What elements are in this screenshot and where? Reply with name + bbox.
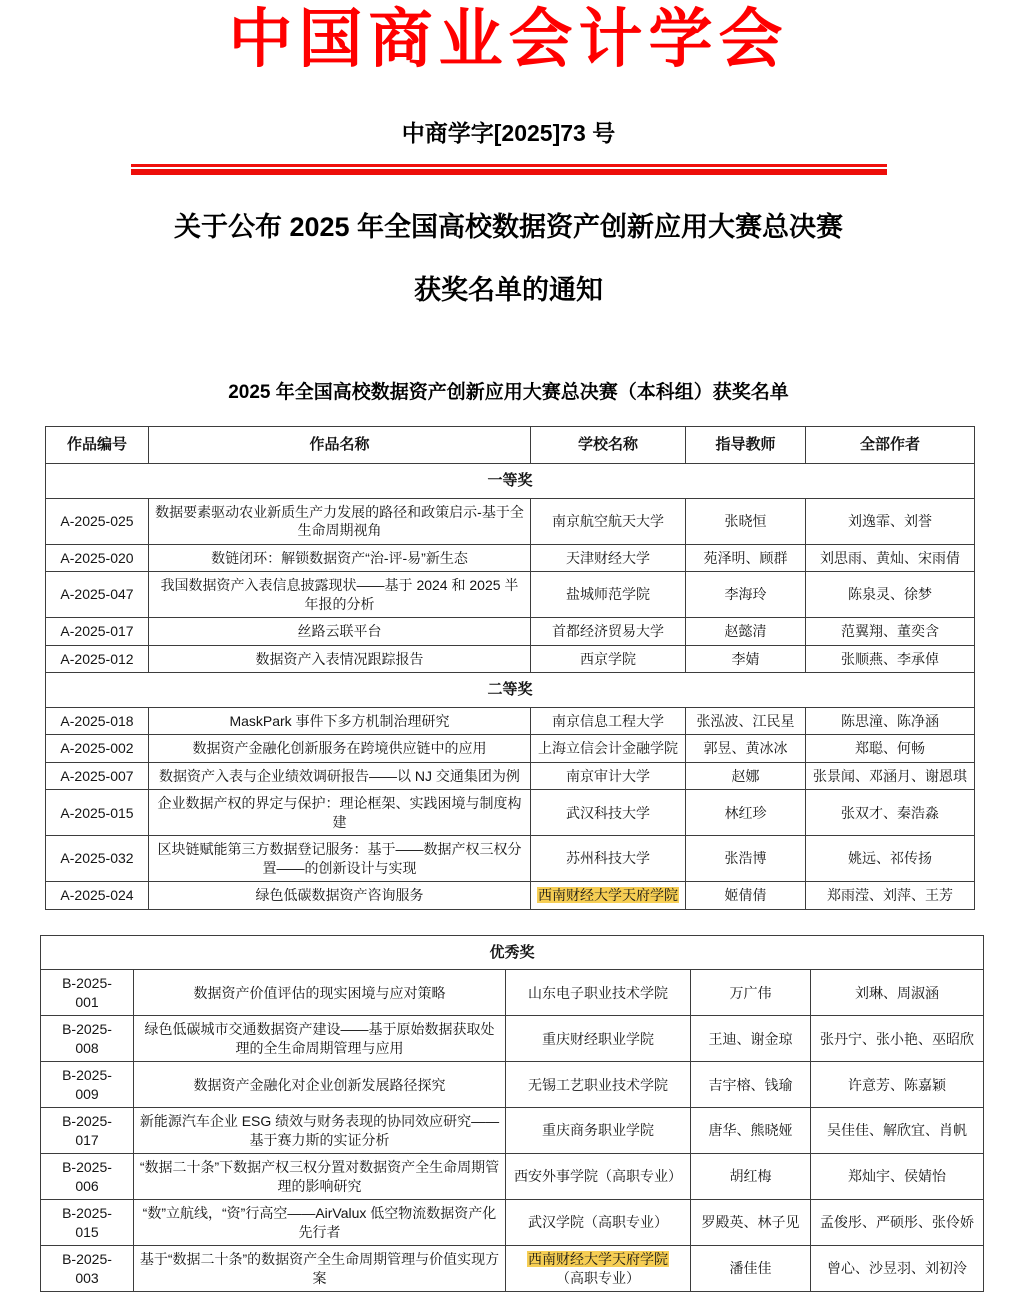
work-id-cell	[41, 1200, 134, 1246]
awards-table-excellence	[40, 935, 984, 1292]
section-label: 一等奖	[46, 463, 975, 498]
school-cell: 重庆商务职业学院	[506, 1108, 691, 1154]
work-id-line1: B-2025-	[62, 1021, 112, 1038]
teacher-cell: 林红珍	[686, 790, 806, 836]
notice-title-line2: 获奖名单的通知	[414, 275, 603, 306]
work-id-cell: A-2025-047	[46, 572, 149, 618]
work-title-cell: 绿色低碳数据资产咨询服务	[149, 882, 531, 909]
work-id-line2: 008	[75, 1039, 99, 1056]
school-cell: 西京学院	[531, 645, 686, 672]
work-id-line1: B-2025-	[62, 1205, 112, 1222]
authors-cell: 张双才、秦浩淼	[806, 790, 975, 836]
red-divider	[131, 164, 887, 175]
teacher-cell: 张浩博	[686, 836, 806, 882]
work-title-cell: 区块链赋能第三方数据登记服务：基于——数据产权三权分置——的创新设计与实现	[149, 836, 531, 882]
table-row	[41, 1062, 984, 1108]
table-row	[41, 1200, 984, 1246]
work-id-cell: A-2025-017	[46, 618, 149, 645]
table-header-row	[46, 427, 975, 464]
school-cell: 上海立信会计金融学院	[531, 735, 686, 762]
teacher-cell: 潘佳佳	[691, 1246, 811, 1292]
col-header-work-id: 作品编号	[46, 427, 149, 464]
authors-cell: 姚远、祁传扬	[806, 836, 975, 882]
work-title-cell: 丝路云联平台	[149, 618, 531, 645]
authors-cell: 曾心、沙昱羽、刘初泠	[811, 1246, 984, 1292]
authors-cell: 张顺燕、李承倬	[806, 645, 975, 672]
authors-cell: 孟俊彤、严硕彤、张伶娇	[811, 1200, 984, 1246]
table-row	[46, 735, 975, 762]
work-title-cell: 数据要素驱动农业新质生产力发展的路径和政策启示-基于全生命周期视角	[149, 498, 531, 544]
table-row	[46, 762, 975, 789]
work-title-cell: 数据资产价值评估的现实困境与应对策略	[134, 970, 506, 1016]
work-id-line2: 001	[75, 993, 99, 1010]
teacher-cell: 张晓恒	[686, 498, 806, 544]
authors-cell: 陈思潼、陈净涵	[806, 707, 975, 734]
work-id-cell: A-2025-007	[46, 762, 149, 789]
teacher-cell: 郭昱、黄冰冰	[686, 735, 806, 762]
org-title: 中国商业会计学会	[228, 3, 789, 75]
section-row-second-prize	[46, 673, 975, 708]
table-row	[41, 1154, 984, 1200]
work-title-cell: “数”立航线，“资”行高空——AirValux 低空物流数据资产化先行者	[134, 1200, 506, 1246]
table-row	[46, 790, 975, 836]
school-cell: 苏州科技大学	[531, 836, 686, 882]
section-row-first-prize	[46, 463, 975, 498]
authors-cell: 许意芳、陈嘉颖	[811, 1062, 984, 1108]
col-header-authors: 全部作者	[806, 427, 975, 464]
col-header-teacher: 指导教师	[686, 427, 806, 464]
col-header-work-title: 作品名称	[149, 427, 531, 464]
work-id-cell: A-2025-015	[46, 790, 149, 836]
authors-cell: 范翼翔、董奕含	[806, 618, 975, 645]
school-cell	[531, 882, 686, 909]
teacher-cell: 李婧	[686, 645, 806, 672]
authors-cell: 刘琳、周淑涵	[811, 970, 984, 1016]
work-title-cell: MaskPark 事件下多方机制治理研究	[149, 707, 531, 734]
teacher-cell: 王迪、谢金琼	[691, 1016, 811, 1062]
authors-cell: 刘逸霏、刘誉	[806, 498, 975, 544]
table-row	[41, 1108, 984, 1154]
school-cell: 天津财经大学	[531, 544, 686, 571]
teacher-cell: 万广伟	[691, 970, 811, 1016]
work-title-cell: 数据资产入表与企业绩效调研报告——以 NJ 交通集团为例	[149, 762, 531, 789]
work-title-cell: 企业数据产权的界定与保护：理论框架、实践困境与制度构建	[149, 790, 531, 836]
work-id-cell	[41, 970, 134, 1016]
school-cell: 重庆财经职业学院	[506, 1016, 691, 1062]
awards-table-main	[45, 426, 975, 909]
work-id-line1: B-2025-	[62, 1159, 112, 1176]
authors-cell: 郑聪、何畅	[806, 735, 975, 762]
table-row	[46, 882, 975, 909]
teacher-cell: 唐华、熊晓娅	[691, 1108, 811, 1154]
work-title-cell: 基于“数据二十条”的数据资产全生命周期管理与价值实现方案	[134, 1246, 506, 1292]
table-row	[46, 707, 975, 734]
work-title-cell: 我国数据资产入表信息披露现状——基于 2024 和 2025 半年报的分析	[149, 572, 531, 618]
school-cell: 南京审计大学	[531, 762, 686, 789]
authors-cell: 吴佳佳、解欣宜、肖帆	[811, 1108, 984, 1154]
section-row-excellence-prize	[41, 935, 984, 970]
work-title-cell: “数据二十条”下数据产权三权分置对数据资产全生命周期管理的影响研究	[134, 1154, 506, 1200]
table-row	[46, 544, 975, 571]
work-title-cell: 数据资产入表情况跟踪报告	[149, 645, 531, 672]
table-row	[46, 836, 975, 882]
highlighted-school-name: 西南财经大学天府学院	[528, 1251, 668, 1268]
school-cell: 首都经济贸易大学	[531, 618, 686, 645]
table-row	[46, 572, 975, 618]
table-row	[41, 970, 984, 1016]
school-cell: 无锡工艺职业技术学院	[506, 1062, 691, 1108]
school-cell: 南京航空航天大学	[531, 498, 686, 544]
table-row	[41, 1016, 984, 1062]
teacher-cell: 赵娜	[686, 762, 806, 789]
school-cell: 西安外事学院（高职专业）	[506, 1154, 691, 1200]
work-id-cell	[41, 1062, 134, 1108]
work-id-line1: B-2025-	[62, 975, 112, 992]
work-id-cell	[41, 1108, 134, 1154]
teacher-cell: 苑泽明、顾群	[686, 544, 806, 571]
work-title-cell: 新能源汽车企业 ESG 绩效与财务表现的协同效应研究——基于赛力斯的实证分析	[134, 1108, 506, 1154]
teacher-cell: 姬倩倩	[686, 882, 806, 909]
work-title-cell: 数据资产金融化对企业创新发展路径探究	[134, 1062, 506, 1108]
work-id-cell	[41, 1246, 134, 1292]
work-title-cell: 数据资产金融化创新服务在跨境供应链中的应用	[149, 735, 531, 762]
authors-cell: 郑雨滢、刘萍、王芳	[806, 882, 975, 909]
school-note: （高职专业）	[556, 1269, 640, 1286]
teacher-cell: 张泓波、江民星	[686, 707, 806, 734]
work-id-cell: A-2025-018	[46, 707, 149, 734]
doc-number: 中商学字[2025]73 号	[401, 120, 616, 147]
table-caption: 2025 年全国高校数据资产创新应用大赛总决赛（本科组）获奖名单	[228, 382, 789, 404]
school-cell: 武汉学院（高职专业）	[506, 1200, 691, 1246]
highlighted-school-name: 西南财经大学天府学院	[538, 887, 678, 904]
teacher-cell: 吉宇榕、钱瑜	[691, 1062, 811, 1108]
work-id-line2: 009	[75, 1085, 99, 1102]
work-id-line1: B-2025-	[62, 1067, 112, 1084]
work-id-cell	[41, 1016, 134, 1062]
work-id-line1: B-2025-	[62, 1251, 112, 1268]
work-id-line2: 006	[75, 1177, 99, 1194]
teacher-cell: 罗殿英、林子见	[691, 1200, 811, 1246]
school-cell	[506, 1246, 691, 1292]
work-id-cell: A-2025-025	[46, 498, 149, 544]
table-row	[41, 1246, 984, 1292]
notice-title-line1: 关于公布 2025 年全国高校数据资产创新应用大赛总决赛	[173, 212, 844, 243]
table-row	[46, 618, 975, 645]
school-cell: 南京信息工程大学	[531, 707, 686, 734]
work-id-line2: 017	[75, 1131, 99, 1148]
school-cell: 盐城师范学院	[531, 572, 686, 618]
col-header-school: 学校名称	[531, 427, 686, 464]
table-row	[46, 498, 975, 544]
authors-cell: 刘思雨、黄灿、宋雨倩	[806, 544, 975, 571]
work-id-cell: A-2025-032	[46, 836, 149, 882]
authors-cell: 郑灿宇、侯婧怡	[811, 1154, 984, 1200]
authors-cell: 张丹宁、张小艳、巫昭欣	[811, 1016, 984, 1062]
work-id-cell: A-2025-024	[46, 882, 149, 909]
section-label: 优秀奖	[41, 935, 984, 970]
work-id-line2: 003	[75, 1269, 99, 1286]
work-id-cell: A-2025-012	[46, 645, 149, 672]
work-id-cell: A-2025-002	[46, 735, 149, 762]
work-id-line2: 015	[75, 1223, 99, 1240]
section-label: 二等奖	[46, 673, 975, 708]
work-id-cell: A-2025-020	[46, 544, 149, 571]
authors-cell: 陈泉灵、徐梦	[806, 572, 975, 618]
work-id-line1: B-2025-	[62, 1113, 112, 1130]
red-divider-thick-line	[131, 169, 887, 175]
work-title-cell: 绿色低碳城市交通数据资产建设——基于原始数据获取处理的全生命周期管理与应用	[134, 1016, 506, 1062]
work-title-cell: 数链闭环：解锁数据资产“治-评-易”新生态	[149, 544, 531, 571]
teacher-cell: 李海玲	[686, 572, 806, 618]
work-id-cell	[41, 1154, 134, 1200]
school-cell: 武汉科技大学	[531, 790, 686, 836]
table-row	[46, 645, 975, 672]
school-cell: 山东电子职业技术学院	[506, 970, 691, 1016]
authors-cell: 张景闻、邓涵月、谢恩琪	[806, 762, 975, 789]
teacher-cell: 赵懿清	[686, 618, 806, 645]
teacher-cell: 胡红梅	[691, 1154, 811, 1200]
